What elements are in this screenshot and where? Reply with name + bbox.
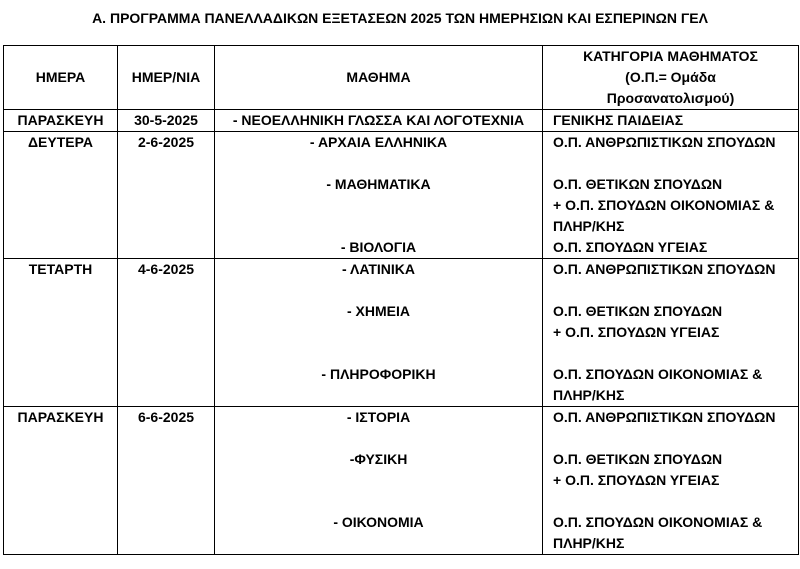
day-cell: ΤΕΤΑΡΤΗ: [4, 259, 118, 407]
header-category: [543, 46, 799, 110]
category-line: ΠΛΗΡ/ΚΗΣ: [553, 218, 625, 234]
subject-line: [215, 343, 542, 364]
header-date: ΗΜΕΡ/ΝΙΑ: [118, 46, 215, 110]
category-line: ΓΕΝΙΚΗΣ ΠΑΙΔΕΙΑΣ: [553, 112, 684, 128]
subject-line: -ΦΥΣΙΚΗ: [349, 451, 408, 467]
subject-line: - ΙΣΤΟΡΙΑ: [346, 409, 411, 425]
date-cell: 6-6-2025: [118, 407, 215, 555]
subject-line: - ΠΛΗΡΟΦΟΡΙΚΗ: [321, 366, 436, 382]
category-cell: [543, 407, 799, 555]
category-line: + Ο.Π. ΣΠΟΥΔΩΝ ΟΙΚΟΝΟΜΙΑΣ &: [553, 197, 775, 213]
category-cell: [543, 259, 799, 407]
category-line: Ο.Π. ΣΠΟΥΔΩΝ ΥΓΕΙΑΣ: [553, 239, 708, 255]
category-line: [553, 153, 798, 174]
subject-line: - ΧΗΜΕΙΑ: [347, 303, 410, 319]
category-line: Ο.Π. ΣΠΟΥΔΩΝ ΟΙΚΟΝΟΜΙΑΣ &: [553, 366, 763, 382]
header-row: [4, 46, 799, 110]
subject-line: - ΝΕΟΕΛΛΗΝΙΚΗ ΓΛΩΣΣΑ ΚΑΙ ΛΟΓΟΤΕΧΝΙΑ: [232, 112, 525, 128]
subject-line: [215, 385, 542, 406]
header-category-line3: Προσανατολισμού): [606, 90, 735, 106]
day-cell: ΠΑΡΑΣΚΕΥΗ: [4, 407, 118, 555]
header-day: ΗΜΕΡΑ: [4, 46, 118, 110]
subject-line: [215, 428, 542, 449]
date-cell: 2-6-2025: [118, 132, 215, 259]
category-line: Ο.Π. ΑΝΘΡΩΠΙΣΤΙΚΩΝ ΣΠΟΥΔΩΝ: [553, 134, 776, 150]
table-row: [4, 110, 799, 132]
schedule-body: [4, 110, 799, 555]
subject-cell: [215, 407, 543, 555]
subject-line: - ΒΙΟΛΟΓΙΑ: [340, 239, 417, 255]
category-line: Ο.Π. ΘΕΤΙΚΩΝ ΣΠΟΥΔΩΝ: [553, 303, 723, 319]
subject-line: [215, 216, 542, 237]
category-line: [553, 343, 798, 364]
date-cell: 30-5-2025: [118, 110, 215, 132]
subject-line: [215, 195, 542, 216]
category-line: [553, 428, 798, 449]
exam-schedule-table: [3, 45, 799, 555]
table-row: [4, 132, 799, 259]
category-line: Ο.Π. ΑΝΘΡΩΠΙΣΤΙΚΩΝ ΣΠΟΥΔΩΝ: [553, 409, 776, 425]
table-row: [4, 259, 799, 407]
day-cell: ΔΕΥΤΕΡΑ: [4, 132, 118, 259]
subject-line: - ΛΑΤΙΝΙΚΑ: [342, 261, 415, 277]
category-line: + Ο.Π. ΣΠΟΥΔΩΝ ΥΓΕΙΑΣ: [553, 324, 720, 340]
subject-line: [215, 153, 542, 174]
category-line: Ο.Π. ΑΝΘΡΩΠΙΣΤΙΚΩΝ ΣΠΟΥΔΩΝ: [553, 261, 776, 277]
subject-line: [215, 280, 542, 301]
category-line: ΠΛΗΡ/ΚΗΣ: [553, 387, 625, 403]
subject-cell: [215, 110, 543, 132]
category-line: Ο.Π. ΘΕΤΙΚΩΝ ΣΠΟΥΔΩΝ: [553, 176, 723, 192]
subject-line: [215, 470, 542, 491]
header-category-line2: (Ο.Π.= Ομάδα: [625, 69, 716, 85]
day-cell: ΠΑΡΑΣΚΕΥΗ: [4, 110, 118, 132]
category-line: + Ο.Π. ΣΠΟΥΔΩΝ ΥΓΕΙΑΣ: [553, 472, 720, 488]
date-cell: 4-6-2025: [118, 259, 215, 407]
category-cell: [543, 132, 799, 259]
subject-line: [215, 491, 542, 512]
category-line: [553, 280, 798, 301]
subject-line: [215, 533, 542, 554]
category-line: ΠΛΗΡ/ΚΗΣ: [553, 535, 625, 551]
subject-cell: [215, 132, 543, 259]
document-title: Α. ΠΡΟΓΡΑΜΜΑ ΠΑΝΕΛΛΑΔΙΚΩΝ ΕΞΕΤΑΣΕΩΝ 2025 ΤΩΝ ΗΜΕΡΗΣΙΩΝ ΚΑΙ ΕΣΠΕΡΙΝΩΝ ΓΕΛ: [92, 10, 708, 26]
category-line: Ο.Π. ΘΕΤΙΚΩΝ ΣΠΟΥΔΩΝ: [553, 451, 723, 467]
category-line: Ο.Π. ΣΠΟΥΔΩΝ ΟΙΚΟΝΟΜΙΑΣ &: [553, 514, 763, 530]
subject-line: - ΟΙΚΟΝΟΜΙΑ: [333, 514, 424, 530]
header-category-line1: ΚΑΤΗΓΟΡΙΑ ΜΑΘΗΜΑΤΟΣ: [583, 48, 758, 64]
table-row: [4, 407, 799, 555]
category-line: [553, 491, 798, 512]
header-subject: ΜΑΘΗΜΑ: [215, 46, 543, 110]
subject-line: [215, 322, 542, 343]
subject-line: - ΑΡΧΑΙΑ ΕΛΛΗΝΙΚΑ: [309, 134, 448, 150]
category-cell: [543, 110, 799, 132]
subject-cell: [215, 259, 543, 407]
subject-line: - ΜΑΘΗΜΑΤΙΚΑ: [326, 176, 431, 192]
